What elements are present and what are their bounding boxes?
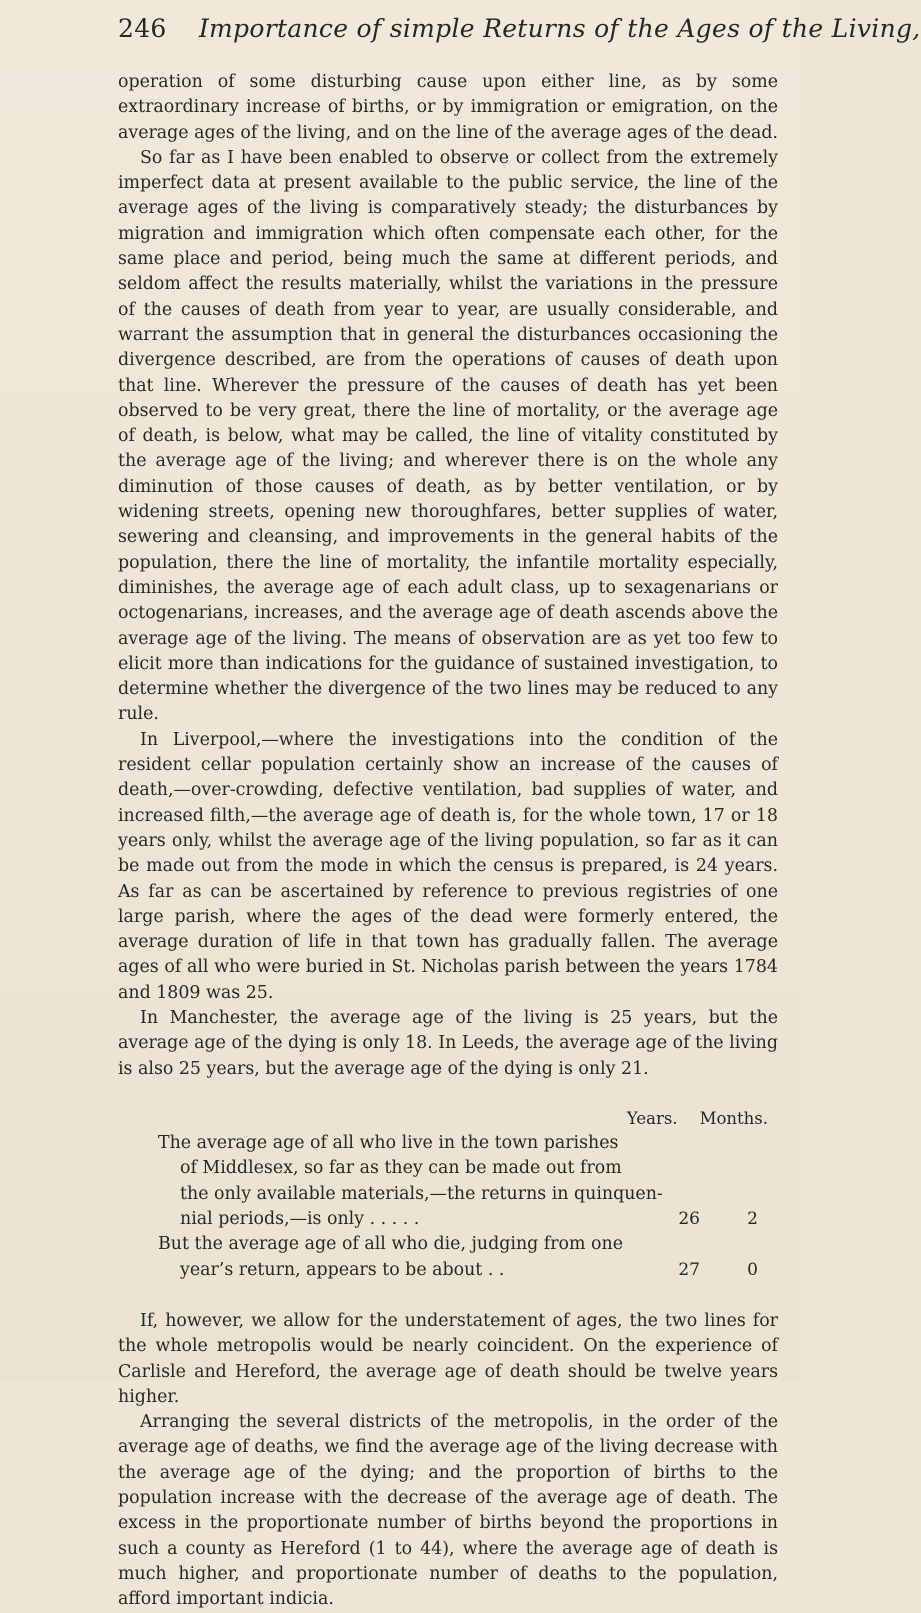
paragraph: So far as I have been enabled to observe or collect from the extremely imperfect data at present available to the public service, the line of the average ages of the living is comparatively steady; the disturbances by migration and immigration which often compensate each other, for the same place and period, being much the same at different periods, and seldom affect the results materially, whilst the variations in the pressure of the causes of death from year to year, are usually considerable, and warrant the assumption that in general the disturbances occasioning the divergence described, are from the operations of causes of death upon that line. Wherever the pressure of the causes of death has yet been observed to be very great, there the line of mortality, or the average age of death, is below, what may be called, the line of vitality constituted by the average age of the living; and wherever there is on the whole any diminution of those causes of death, as by better ventilation, or by widening streets, opening new thoroughfares, better supplies of water, sewering and cleansing, and improvements in the general habits of the population, there the line of mortality, the infantile mortality especially, diminishes, the average age of each adult class, up to sexagenarians or octogenarians, increases, and the average age of death ascends above the average age of the living. The means of observation are as yet too few to elicit more than indications for the guidance of sustained investigation, to determine whether the divergence of the two lines may be reduced to any rule. bbox=[118, 147, 778, 725]
table-row bbox=[118, 1232, 778, 1283]
table-row-line: the only available materials,—the returns in quinquen- bbox=[180, 1183, 663, 1204]
running-title: Importance of simple Returns of the Ages of the Living, bbox=[198, 14, 921, 43]
spacer bbox=[118, 1283, 778, 1309]
page-number: 246 bbox=[118, 14, 167, 43]
table-row-text: nial periods,—is only . . . . . bbox=[180, 1209, 420, 1230]
paragraph: In Manchester, the average age of the living is 25 years, but the average age of the dying is only 18. In Leeds, the average age of the living is also 25 years, but the average age of the dying is only 21. bbox=[118, 1007, 778, 1079]
running-header bbox=[118, 14, 921, 43]
table-row-line: The average age of all who live in the town parishes bbox=[158, 1133, 619, 1154]
paragraph: If, however, we allow for the understatement of ages, the two lines for the whole metropolis would be nearly coincident. On the experience of Carlisle and Hereford, the average age of death should be twelve years higher. bbox=[118, 1310, 778, 1407]
table-row-line bbox=[180, 1207, 778, 1232]
col-months-label: Months. bbox=[699, 1108, 768, 1128]
table-row bbox=[118, 1131, 778, 1232]
table-row-line: of Middlesex, so far as they can be made out from bbox=[180, 1158, 622, 1179]
row2-months-value: 0 bbox=[747, 1259, 758, 1280]
table-row-line bbox=[180, 1258, 778, 1283]
table-header bbox=[118, 1106, 778, 1131]
col-years-label: Years. bbox=[626, 1108, 678, 1128]
paragraph: In Liverpool,—where the investigations into the condition of the resident cellar population certainly show an increase of the causes of death,—over-crowding, defective ventilation, bad supplies of water, and increased filth,—the average age of death is, for the whole town, 17 or 18 years only, whilst the average age of the living population, so far as it can be made out from the mode in which the census is prepared, is 24 years. As far as can be ascertained by reference to previous registries of one large parish, where the ages of the dead were formerly entered, the average duration of life in that town has gradually fallen. The average ages of all who were buried in St. Nicholas parish between the years 1784 and 1809 was 25. bbox=[118, 729, 778, 1003]
table-row-text: year’s return, appears to be about . . bbox=[180, 1259, 505, 1280]
row1-years-value: 26 bbox=[678, 1209, 700, 1230]
table-row-line: But the average age of all who die, judging from one bbox=[158, 1234, 624, 1255]
paragraph: operation of some disturbing cause upon either line, as by some extraordinary increase of births, or by immigration or emigration, on the average ages of the living, and on the line of the average ages of the dead. bbox=[118, 72, 778, 143]
row1-months-value: 2 bbox=[747, 1209, 758, 1230]
row2-years-value: 27 bbox=[678, 1259, 700, 1280]
body-text bbox=[118, 70, 778, 1613]
paragraph: Arranging the several districts of the metropolis, in the order of the average age of deaths, we find the average age of the living decrease with the average age of the dying; and the proportion of births to the population increase with the decrease of the average age of death. The excess in the proportionate number of births beyond the proportions in such a county as Hereford (1 to 44), where the average age of death is much higher, and proportionate number of deaths to the population, afford important indicia. bbox=[118, 1412, 778, 1610]
